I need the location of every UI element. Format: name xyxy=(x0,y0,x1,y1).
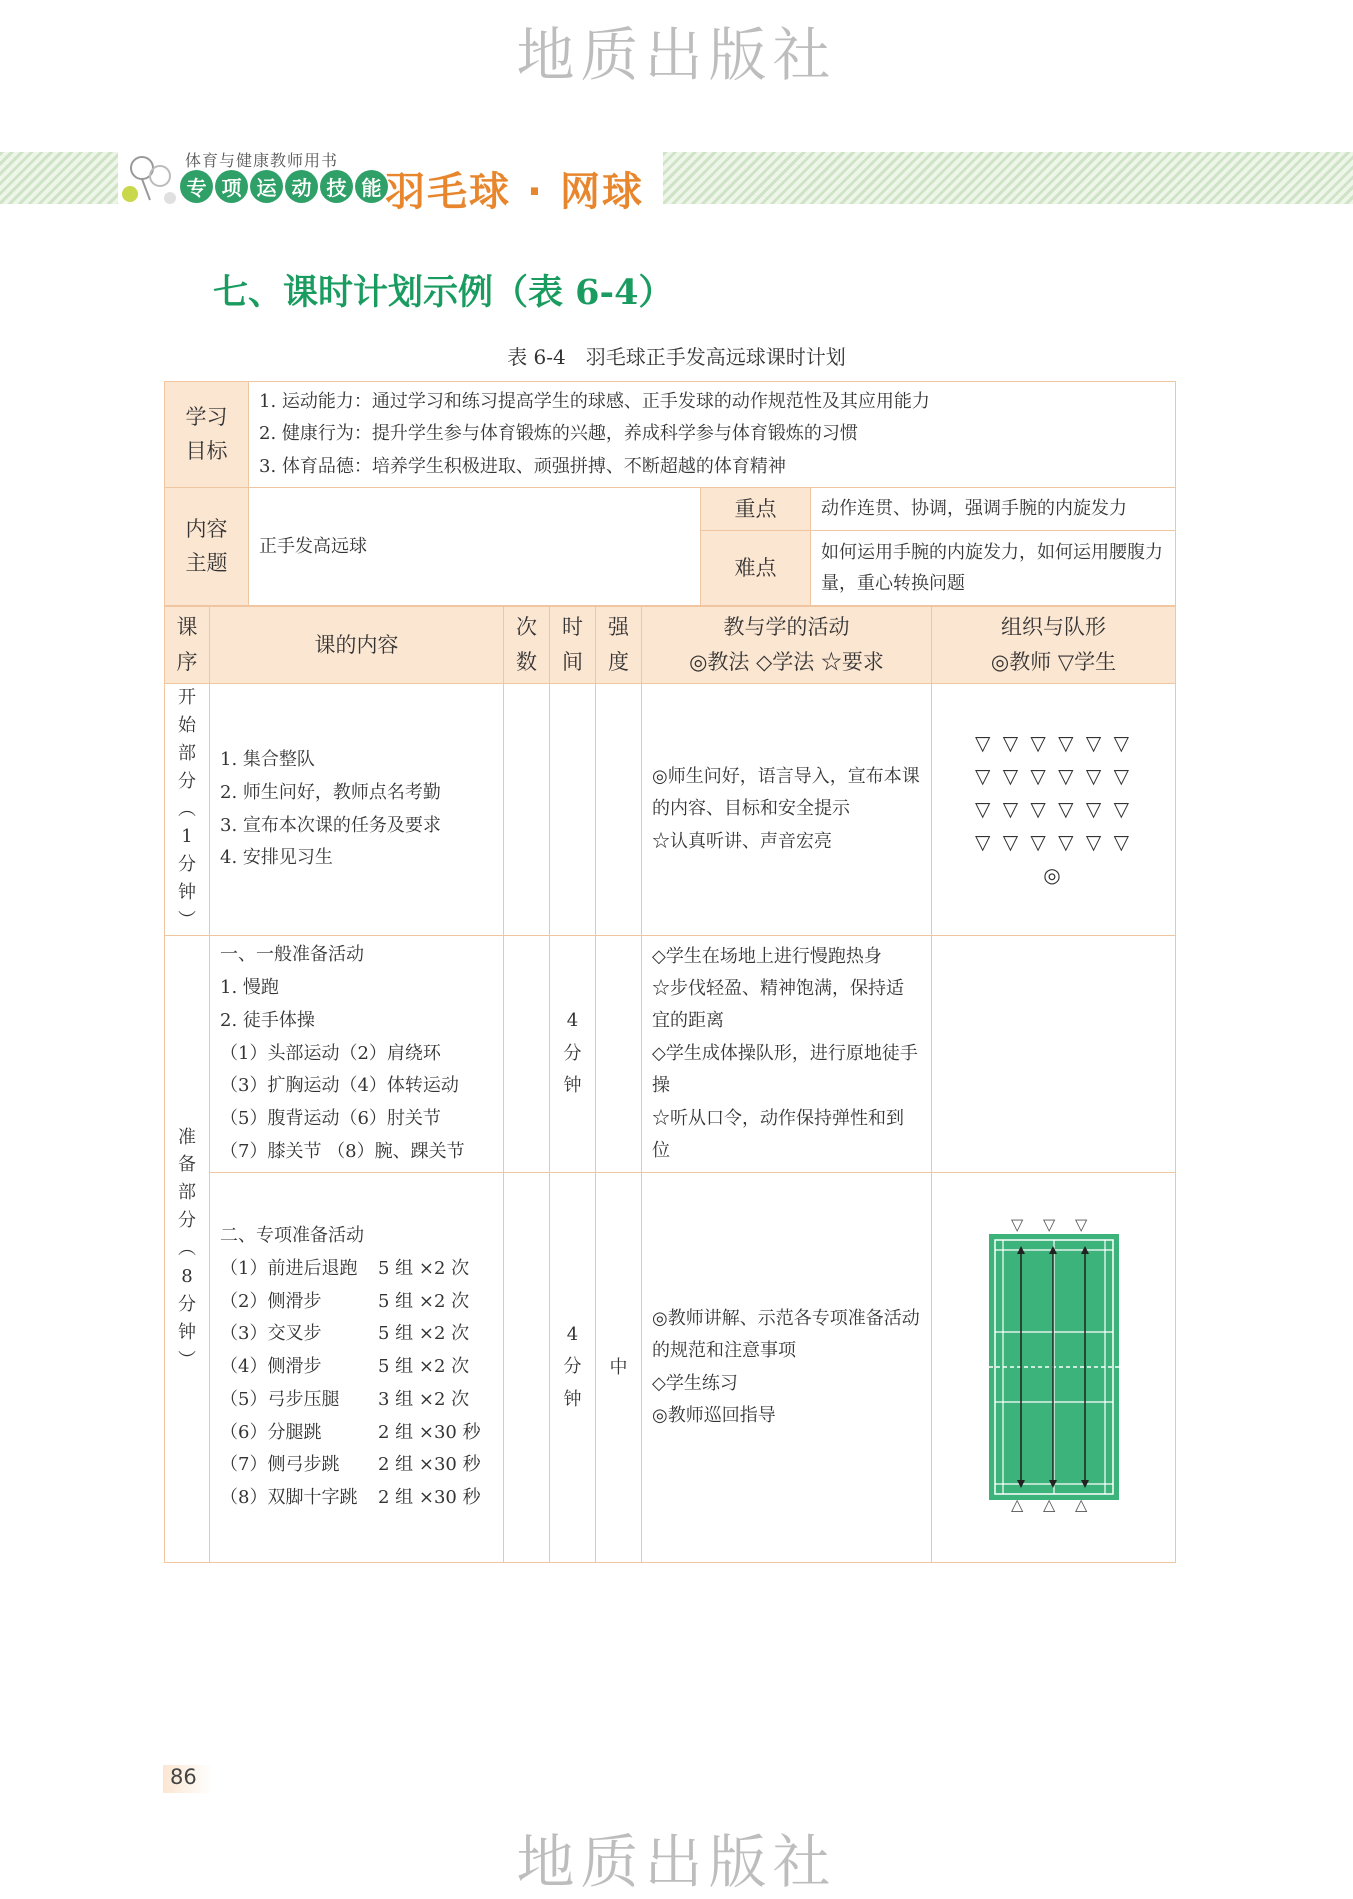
banner-tag: 技 xyxy=(320,170,353,203)
prep-general-content xyxy=(210,936,504,1173)
time-char: 钟 xyxy=(563,1075,582,1097)
label-char: ︵ xyxy=(178,1238,196,1260)
start-part-row xyxy=(165,684,1176,936)
prep-general-count xyxy=(504,936,550,1173)
prep-general-intensity xyxy=(596,936,642,1173)
section-title: 七、课时计划示例（表 6-4） xyxy=(213,272,674,313)
prep-general-formation xyxy=(932,936,1176,1173)
banner-tag: 动 xyxy=(285,170,318,203)
banner-tag: 项 xyxy=(215,170,248,203)
content-line: （1）头部运动（2）肩绕环 xyxy=(220,1042,441,1064)
drill-reps: 2 组 ×30 秒 xyxy=(378,1487,481,1509)
goals-row xyxy=(165,382,1176,488)
drill-line xyxy=(220,1351,493,1384)
label-char: 钟 xyxy=(178,1321,196,1343)
content-line: 1. 慢跑 xyxy=(220,977,279,999)
count-header xyxy=(504,607,550,684)
start-activity xyxy=(642,684,932,936)
time-header-1: 时 xyxy=(562,615,583,640)
difficulty-label: 难点 xyxy=(701,531,811,606)
topic-label-2: 主题 xyxy=(185,550,228,575)
time-char: 分 xyxy=(563,1356,582,1378)
label-char: 分 xyxy=(178,1293,196,1315)
time-char: 分 xyxy=(563,1042,582,1064)
time-header xyxy=(550,607,596,684)
prep-special-content xyxy=(210,1173,504,1563)
difficulty-value: 如何运用手腕的内旋发力，如何运用腰腹力量，重心转换问题 xyxy=(811,531,1176,606)
drill-name: （2）侧滑步 xyxy=(220,1290,322,1312)
prep-special-row xyxy=(165,1173,1176,1563)
plan-table xyxy=(164,606,1176,1563)
label-char: 部 xyxy=(178,742,196,764)
drill-reps: 5 组 ×2 次 xyxy=(378,1356,470,1378)
label-char: 8 xyxy=(181,1265,193,1287)
activity-line: ◎师生问好，语言导入，宣布本课的内容、目标和安全提示 xyxy=(652,765,920,820)
banner-tags xyxy=(180,170,388,203)
prep-special-formation xyxy=(932,1173,1176,1563)
content-line: 3. 宣布本次课的任务及要求 xyxy=(220,814,441,836)
student-row: ▽ ▽ ▽ ▽ ▽ ▽ xyxy=(974,797,1133,821)
watermark-bottom: 地质出版社 xyxy=(516,1828,837,1896)
activity-line: ◎教师巡回指导 xyxy=(652,1404,776,1426)
topic-label-1: 内容 xyxy=(185,516,228,541)
label-char: 部 xyxy=(178,1182,196,1204)
drill-name: （8）双脚十字跳 xyxy=(220,1487,358,1509)
label-char: 备 xyxy=(178,1154,196,1176)
prep-general-row xyxy=(165,936,1176,1173)
content-line: 一、一般准备活动 xyxy=(220,944,364,966)
content-line: （7）膝关节 （8）腕、踝关节 xyxy=(220,1140,465,1162)
drill-line xyxy=(220,1286,493,1319)
count-header-2: 数 xyxy=(516,650,537,674)
start-time xyxy=(550,684,596,936)
student-row: ▽ ▽ ▽ ▽ ▽ ▽ xyxy=(974,764,1133,788)
drill-reps: 2 组 ×30 秒 xyxy=(378,1454,481,1476)
goal-item: 2. 健康行为：提升学生参与体育锻炼的兴趣，养成科学参与体育锻炼的习惯 xyxy=(259,423,858,445)
label-char: ︶ xyxy=(178,1349,196,1371)
order-header-2: 序 xyxy=(176,650,198,674)
order-header xyxy=(165,607,210,684)
goals-label-1: 学习 xyxy=(185,404,228,429)
table-caption: 表 6-4 羽毛球正手发高远球课时计划 xyxy=(507,345,846,369)
student-mark: △ xyxy=(1010,1495,1023,1513)
student-mark: ▽ xyxy=(1042,1215,1055,1235)
badminton-court-diagram xyxy=(969,1212,1139,1512)
label-char: 分 xyxy=(178,770,196,792)
goal-item: 1. 运动能力：通过学习和练习提高学生的球感、正手发球的动作规范性及其应用能力 xyxy=(259,391,930,413)
prep-special-activity xyxy=(642,1173,932,1563)
banner-tag: 专 xyxy=(180,170,213,203)
start-content xyxy=(210,684,504,936)
content-line: （5）腹背运动（6）肘关节 xyxy=(220,1108,441,1130)
student-row: ▽ ▽ ▽ ▽ ▽ ▽ xyxy=(974,830,1133,854)
prep-special-count xyxy=(504,1173,550,1563)
goals-content xyxy=(249,382,1176,488)
order-header-1: 课 xyxy=(176,615,198,640)
activity-line: ☆步伐轻盈、精神饱满，保持适宜的距离 xyxy=(652,978,904,1032)
info-table xyxy=(164,381,1176,606)
key-point-row xyxy=(165,488,1176,531)
drill-line xyxy=(220,1384,493,1417)
key-point-value: 动作连贯、协调，强调手腕的内旋发力 xyxy=(811,488,1176,531)
drill-line xyxy=(220,1318,493,1351)
drill-line xyxy=(220,1253,493,1286)
activity-line: ☆听从口令，动作保持弹性和到位 xyxy=(652,1107,904,1161)
label-char: 准 xyxy=(178,1126,196,1148)
count-header-1: 次 xyxy=(516,615,537,640)
student-mark: △ xyxy=(1074,1495,1087,1513)
content-line: （3）扩胸运动（4）体转运动 xyxy=(220,1075,459,1097)
label-char: 分 xyxy=(178,854,196,876)
drill-name: （1）前进后退跑 xyxy=(220,1257,358,1279)
watermark-top: 地质出版社 xyxy=(516,21,837,89)
content-line: 1. 集合整队 xyxy=(220,749,315,770)
drill-name: （3）交叉步 xyxy=(220,1323,322,1345)
banner-tag: 能 xyxy=(355,170,388,203)
teacher-mark: ◎ xyxy=(1043,863,1064,887)
topic-label-cell xyxy=(165,488,249,606)
drill-line xyxy=(220,1482,493,1515)
activity-header-legend: ◎教法 ◇学法 ☆要求 xyxy=(689,650,884,674)
intensity-header-1: 强 xyxy=(608,615,629,640)
org-header-title: 组织与队形 xyxy=(1001,615,1106,640)
shuttlecock-racket-icon xyxy=(120,150,182,210)
start-intensity xyxy=(596,684,642,936)
prep-general-time xyxy=(550,936,596,1173)
activity-line: ◇学生练习 xyxy=(652,1372,738,1394)
plan-header-row xyxy=(165,607,1176,684)
drill-line xyxy=(220,1417,493,1450)
org-header xyxy=(932,607,1176,684)
student-mark: ▽ xyxy=(1010,1215,1023,1235)
drill-reps: 3 组 ×2 次 xyxy=(378,1388,470,1410)
content-line: 2. 师生问好，教师点名考勤 xyxy=(220,781,441,803)
student-mark: △ xyxy=(1042,1495,1055,1513)
drill-name: （4）侧滑步 xyxy=(220,1356,322,1378)
book-title: 羽毛球 · 网球 xyxy=(385,169,645,215)
drill-name: （6）分腿跳 xyxy=(220,1421,322,1443)
intensity-header xyxy=(596,607,642,684)
label-char: 开 xyxy=(178,687,196,708)
drill-reps: 5 组 ×2 次 xyxy=(378,1323,470,1345)
time-char: 4 xyxy=(566,1010,579,1032)
key-point-label: 重点 xyxy=(701,488,811,531)
goals-label-cell xyxy=(165,382,249,488)
activity-line: ◇学生在场地上进行慢跑热身 xyxy=(652,945,882,967)
label-char: 钟 xyxy=(178,882,196,904)
content-line: 4. 安排见习生 xyxy=(220,847,333,869)
drill-line xyxy=(220,1449,493,1482)
start-formation xyxy=(932,684,1176,936)
topic-value: 正手发高远球 xyxy=(249,488,701,606)
page-number: 86 xyxy=(170,1765,197,1789)
time-header-2: 间 xyxy=(562,650,583,674)
student-row: ▽ ▽ ▽ ▽ ▽ ▽ xyxy=(974,731,1133,755)
label-char: 分 xyxy=(178,1210,196,1232)
student-mark: ▽ xyxy=(1074,1215,1087,1235)
prep-special-time xyxy=(550,1173,596,1563)
org-header-legend: ◎教师 ▽学生 xyxy=(990,650,1117,674)
activity-line: ◎教师讲解、示范各专项准备活动的规范和注意事项 xyxy=(652,1307,920,1362)
content-line: 2. 徒手体操 xyxy=(220,1009,315,1031)
drill-reps: 5 组 ×2 次 xyxy=(378,1290,470,1312)
activity-header-title: 教与学的活动 xyxy=(723,615,850,640)
time-char: 4 xyxy=(566,1323,579,1345)
content-line: 二、专项准备活动 xyxy=(220,1225,364,1247)
drill-reps: 2 组 ×30 秒 xyxy=(378,1421,481,1443)
banner-tag: 运 xyxy=(250,170,283,203)
start-part-label xyxy=(165,684,210,936)
prep-special-intensity: 中 xyxy=(596,1173,642,1563)
drill-reps: 5 组 ×2 次 xyxy=(378,1257,470,1279)
drill-name: （5）弓步压腿 xyxy=(220,1388,340,1410)
drill-name: （7）侧弓步跳 xyxy=(220,1454,340,1476)
label-char: 始 xyxy=(178,714,196,736)
start-count xyxy=(504,684,550,936)
time-char: 钟 xyxy=(563,1388,582,1410)
prep-general-activity xyxy=(642,936,932,1173)
label-char: ︵ xyxy=(178,798,196,820)
activity-line: ☆认真听讲、声音宏亮 xyxy=(652,830,832,852)
goal-item: 3. 体育品德：培养学生积极进取、顽强拼搏、不断超越的体育精神 xyxy=(259,455,786,477)
intensity-header-2: 度 xyxy=(608,650,629,674)
goals-label-2: 目标 xyxy=(185,438,228,463)
prep-part-label xyxy=(165,936,210,1563)
label-char: ︶ xyxy=(178,910,196,932)
book-series-subtitle: 体育与健康教师用书 xyxy=(185,151,339,170)
activity-header xyxy=(642,607,932,684)
content-header: 课的内容 xyxy=(210,607,504,684)
activity-line: ◇学生成体操队形，进行原地徒手操 xyxy=(652,1042,918,1097)
label-char: 1 xyxy=(181,826,193,848)
